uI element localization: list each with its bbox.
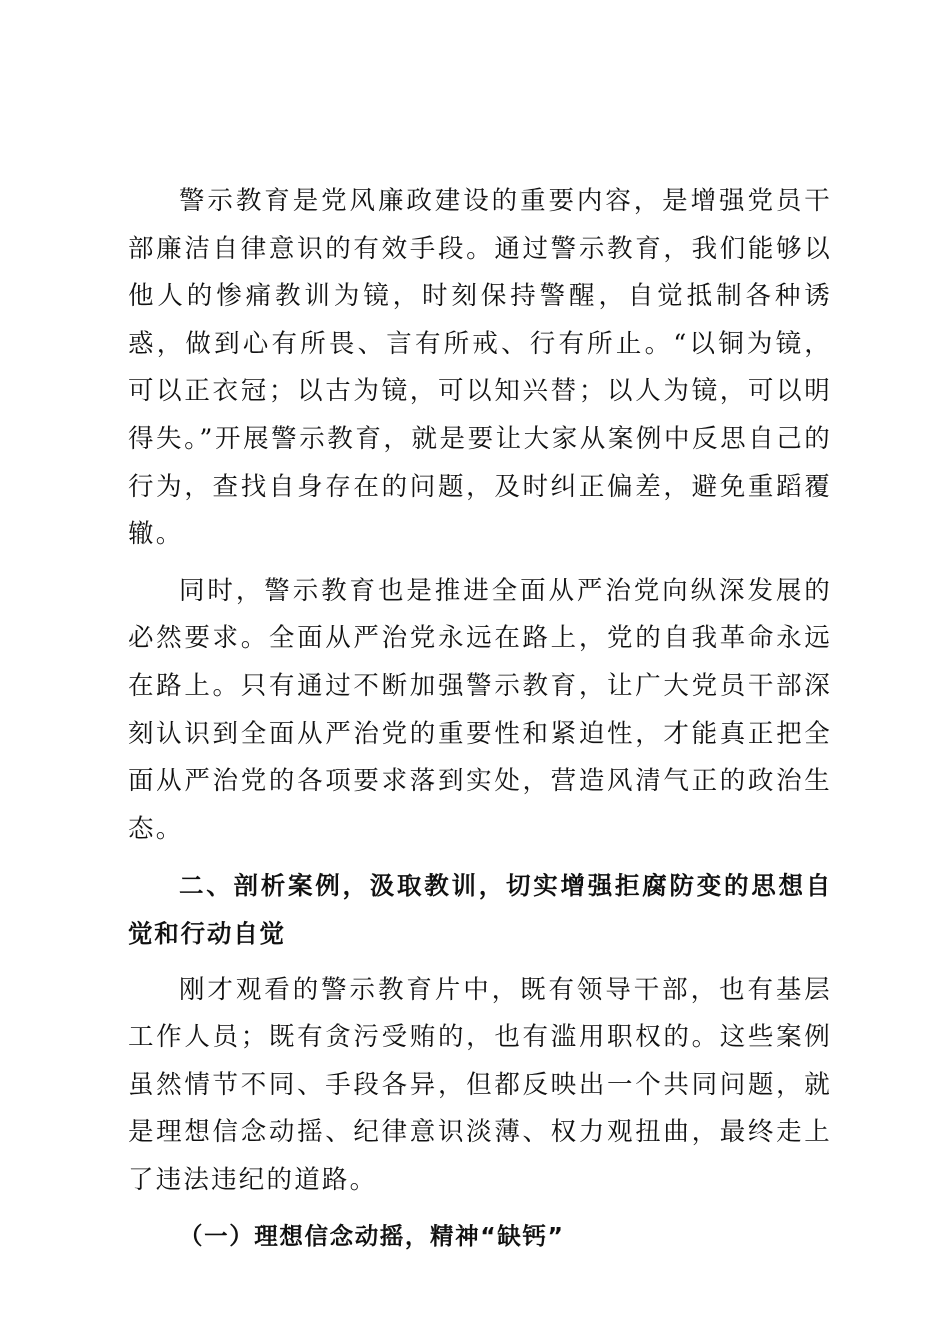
document-body bbox=[128, 178, 832, 1261]
paragraph-case-analysis: 刚才观看的警示教育片中，既有领导干部，也有基层工作人员；既有贪污受贿的，也有滥用职权的。这些案例虽然情节不同、手段各异，但都反映出一个共同问题，就是理想信念动摇、纪律意识淡薄、权力观扭曲，最终走上了违法违纪的道路。 bbox=[128, 974, 832, 1195]
paragraph-strict-governance: 同时，警示教育也是推进全面从严治党向纵深发展的必然要求。全面从严治党永远在路上，党的自我革命永远在路上。只有通过不断加强警示教育，让广大党员干部深刻认识到全面从严治党的重要性和紧迫性，才能真正把全面从严治党的各项要求落到实处，营造风清气正的政治生态。 bbox=[128, 575, 832, 844]
paragraph-warning-education: 警示教育是党风廉政建设的重要内容，是增强党员干部廉洁自律意识的有效手段。通过警示教育，我们能够以他人的惨痛教训为镜，时刻保持警醒，自觉抵制各种诱惑，做到心有所畏、言有所戒、行有所止。“以铜为镜，可以正衣冠；以古为镜，可以知兴替；以人为镜，可以明得失。”开展警示教育，就是要让大家从案例中反思自己的行为，查找自身存在的问题，及时纠正偏差，避免重蹈覆辙。 bbox=[128, 186, 832, 550]
subsection-heading: （一）理想信念动摇，精神“缺钙” bbox=[179, 1222, 565, 1251]
section-heading: 二、剖析案例，汲取教训，切实增强拒腐防变的思想自觉和行动自觉 bbox=[128, 871, 832, 948]
